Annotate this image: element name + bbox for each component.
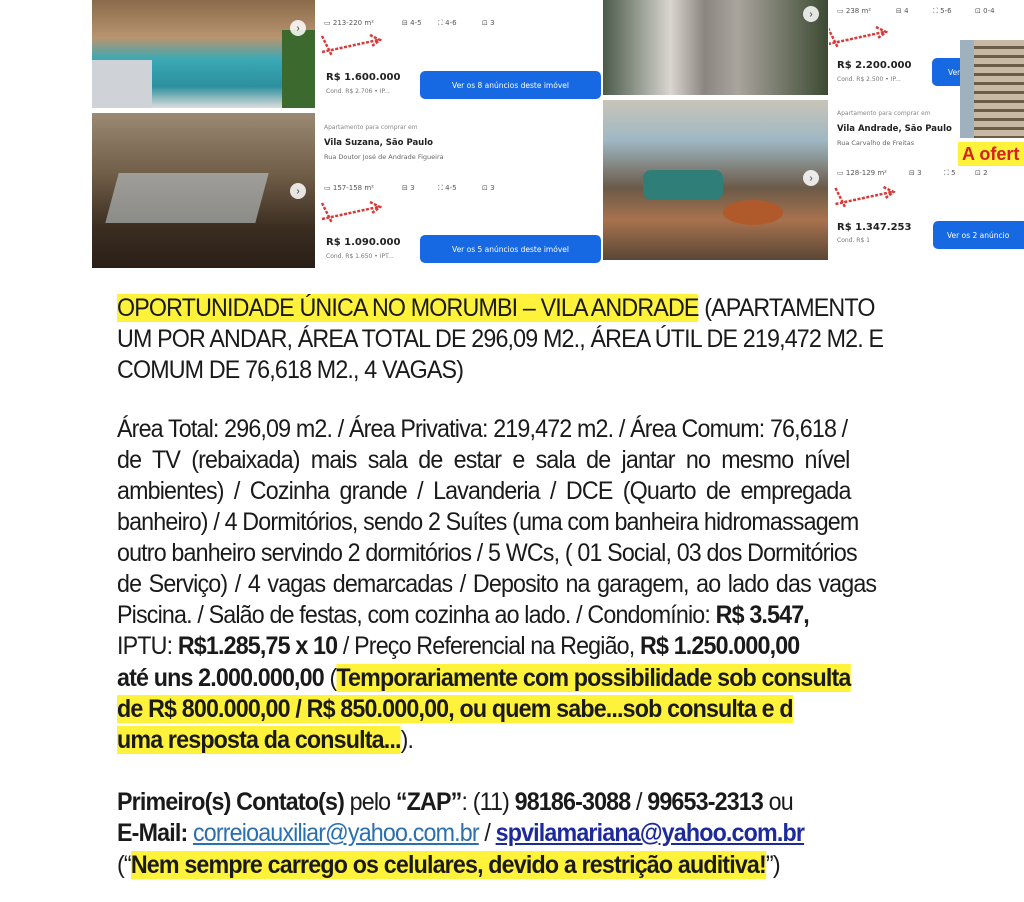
listing-type: Apartamento para comprar em [837,110,931,117]
body-line: outro banheiro servindo 2 dormitórios / 5 WCs, ( 01 Social, 03 dos Dormitórios [117,539,857,567]
bath-icon: ⛶ [438,184,443,192]
hearing-note: Nem sempre carrego os celulares, devido a restrição auditiva! [130,851,766,879]
highlighted-offer: uma resposta da consulta... [117,726,401,754]
next-photo-chevron-icon[interactable]: › [803,6,819,22]
price: R$ 2.200.000 [837,60,912,71]
contact-line [117,788,793,817]
red-arrow-annotation-icon [829,184,909,210]
area-value: 128-129 m² [845,169,887,177]
bedrooms-value: 3 [410,184,415,192]
price: R$ 1.090.000 [326,237,401,248]
bathrooms-value: 4-6 [445,19,457,27]
heading-highlight: OPORTUNIDADE ÚNICA NO MORUMBI – VILA ANDRADE [117,294,699,322]
heading-line: COMUM DE 76,618 M2., 4 VAGAS) [117,356,464,384]
bath-icon: ⛶ [933,7,938,15]
parking-value: 2 [983,169,988,177]
body-line [117,601,809,630]
area-value: 157-158 m² [332,184,374,192]
contact-text: ”) [765,851,780,879]
car-icon: ⊡ [482,19,488,27]
bedrooms-value: 4 [904,7,909,15]
view-listings-button[interactable]: Ver [932,58,992,86]
bathrooms-value: 4-5 [445,184,457,192]
iptu-value: R$1.285,75 x 10 [177,632,338,660]
heading-line [117,294,875,323]
red-arrow-annotation-icon [829,24,894,50]
body-line [117,726,413,755]
body-line: de Serviço) / 4 vagas demarcadas / Deposito na garagem, ao lado das vagas [117,570,877,598]
next-photo-chevron-icon[interactable]: › [290,20,306,36]
contact-text: ou [762,788,793,816]
email-link-1[interactable]: correioauxiliar@yahoo.com.br [192,819,479,847]
bed-icon: ⊟ [402,19,408,27]
heading-text: (APARTAMENTO [698,294,875,322]
parking-value: 3 [490,19,495,27]
phone-2[interactable]: 99653-2313 [647,788,763,816]
heading-line: UM POR ANDAR, ÁREA TOTAL DE 296,09 M2., ÁREA ÚTIL DE 219,472 M2. E [117,325,884,353]
listing-photo-lounge[interactable] [603,100,828,260]
bath-icon: ⛶ [944,169,949,177]
highlighted-offer: de R$ 800.000,00 / R$ 850.000,00, ou quem sabe...sob consulta e d [117,695,793,723]
area-value: 238 m² [845,7,872,15]
contact-text: : (11) [461,788,515,816]
red-arrow-annotation-icon [318,32,388,58]
bed-icon: ⊟ [909,169,915,177]
next-photo-chevron-icon[interactable]: › [290,183,306,199]
email-link-2[interactable]: spvilamariana@yahoo.com.br [495,819,805,847]
body-line: Área Total: 296,09 m2. / Área Privativa: 219,472 m2. / Área Comum: 76,618 / [117,415,848,443]
contact-text: / [478,819,496,847]
condo-fee: Cond. R$ 1.650 • IPT... [326,253,394,260]
body-text: IPTU: [117,632,178,660]
building-photo [960,40,1024,138]
offer-label [958,142,1024,166]
view-listings-button[interactable]: Ver os 5 anúncios deste imóvel [420,235,601,263]
listing-location[interactable]: Vila Andrade, São Paulo [837,124,952,134]
reference-price: R$ 1.250.000,00 [640,632,800,660]
reference-price-max: até uns 2.000.000,00 [117,664,324,692]
bedrooms-value: 3 [917,169,922,177]
email-label: E-Mail: [117,819,193,847]
listing-photo-pool[interactable] [92,0,315,108]
bath-icon: ⛶ [438,19,443,27]
listing-street: Rua Doutor José de Andrade Figueira [324,153,444,161]
view-listings-button[interactable]: Ver os 8 anúncios deste imóvel [420,71,601,99]
body-text: ). [400,726,414,754]
listing-card[interactable] [318,113,603,268]
next-photo-chevron-icon[interactable]: › [803,170,819,186]
listing-street: Rua Carvalho de Freitas [837,139,915,147]
contact-label: Primeiro(s) Contato(s) [117,788,345,816]
contact-text: pelo [344,788,396,816]
body-line [117,664,850,693]
body-line: ambientes) / Cozinha grande / Lavanderia / DCE (Quarto de empregada [117,477,851,505]
price: R$ 1.347.253 [837,222,912,233]
area-value: 213-220 m² [332,19,374,27]
listing-location[interactable]: Vila Suzana, São Paulo [324,138,433,148]
body-line [117,695,793,724]
condo-fee: Cond. R$ 2.706 • IP... [326,88,390,95]
area-icon: ▭ [837,169,844,177]
highlighted-offer: Temporariamente com possibilidade sob consulta [336,664,851,692]
bed-icon: ⊟ [402,184,408,192]
contact-line [117,851,780,880]
area-icon: ▭ [837,7,844,15]
bathrooms-value: 5-6 [940,7,952,15]
car-icon: ⊡ [975,7,981,15]
contact-text: (“ [117,851,131,879]
offer-label-text: A ofert [962,144,1020,164]
body-text: ( [323,664,337,692]
area-icon: ▭ [324,19,331,27]
bed-icon: ⊟ [896,7,902,15]
area-icon: ▭ [324,184,331,192]
car-icon: ⊡ [975,169,981,177]
bathrooms-value: 5 [951,169,956,177]
parking-value: 3 [490,184,495,192]
body-text: Piscina. / Salão de festas, com cozinha ao lado. / Condomínio: [117,601,716,629]
listing-photo-dining[interactable] [92,113,315,268]
price: R$ 1.600.000 [326,72,401,83]
parking-value: 0-4 [983,7,995,15]
condo-fee: Cond. R$ 1 [837,237,870,244]
listing-type: Apartamento para comprar em [324,124,418,131]
view-listings-button[interactable]: Ver os 2 anúncio [933,221,1024,249]
contact-text: / [630,788,648,816]
condo-value: R$ 3.547, [715,601,809,629]
contact-line [117,819,804,848]
zap-label: “ZAP” [395,788,462,816]
body-text: / Preço Referencial na Região, [337,632,641,660]
car-icon: ⊡ [482,184,488,192]
body-line: de TV (rebaixada) mais sala de estar e sala de jantar no mesmo nível [117,446,850,474]
body-line: banheiro) / 4 Dormitórios, sendo 2 Suítes (uma com banheira hidromassagem [117,508,859,536]
phone-1[interactable]: 98186-3088 [514,788,631,816]
body-line [117,632,799,661]
condo-fee: Cond. R$ 2.500 • IP... [837,76,901,83]
red-arrow-annotation-icon [318,199,388,225]
listing-card[interactable] [318,0,603,102]
bedrooms-value: 4-5 [410,19,422,27]
listing-photo-living[interactable] [603,0,828,95]
